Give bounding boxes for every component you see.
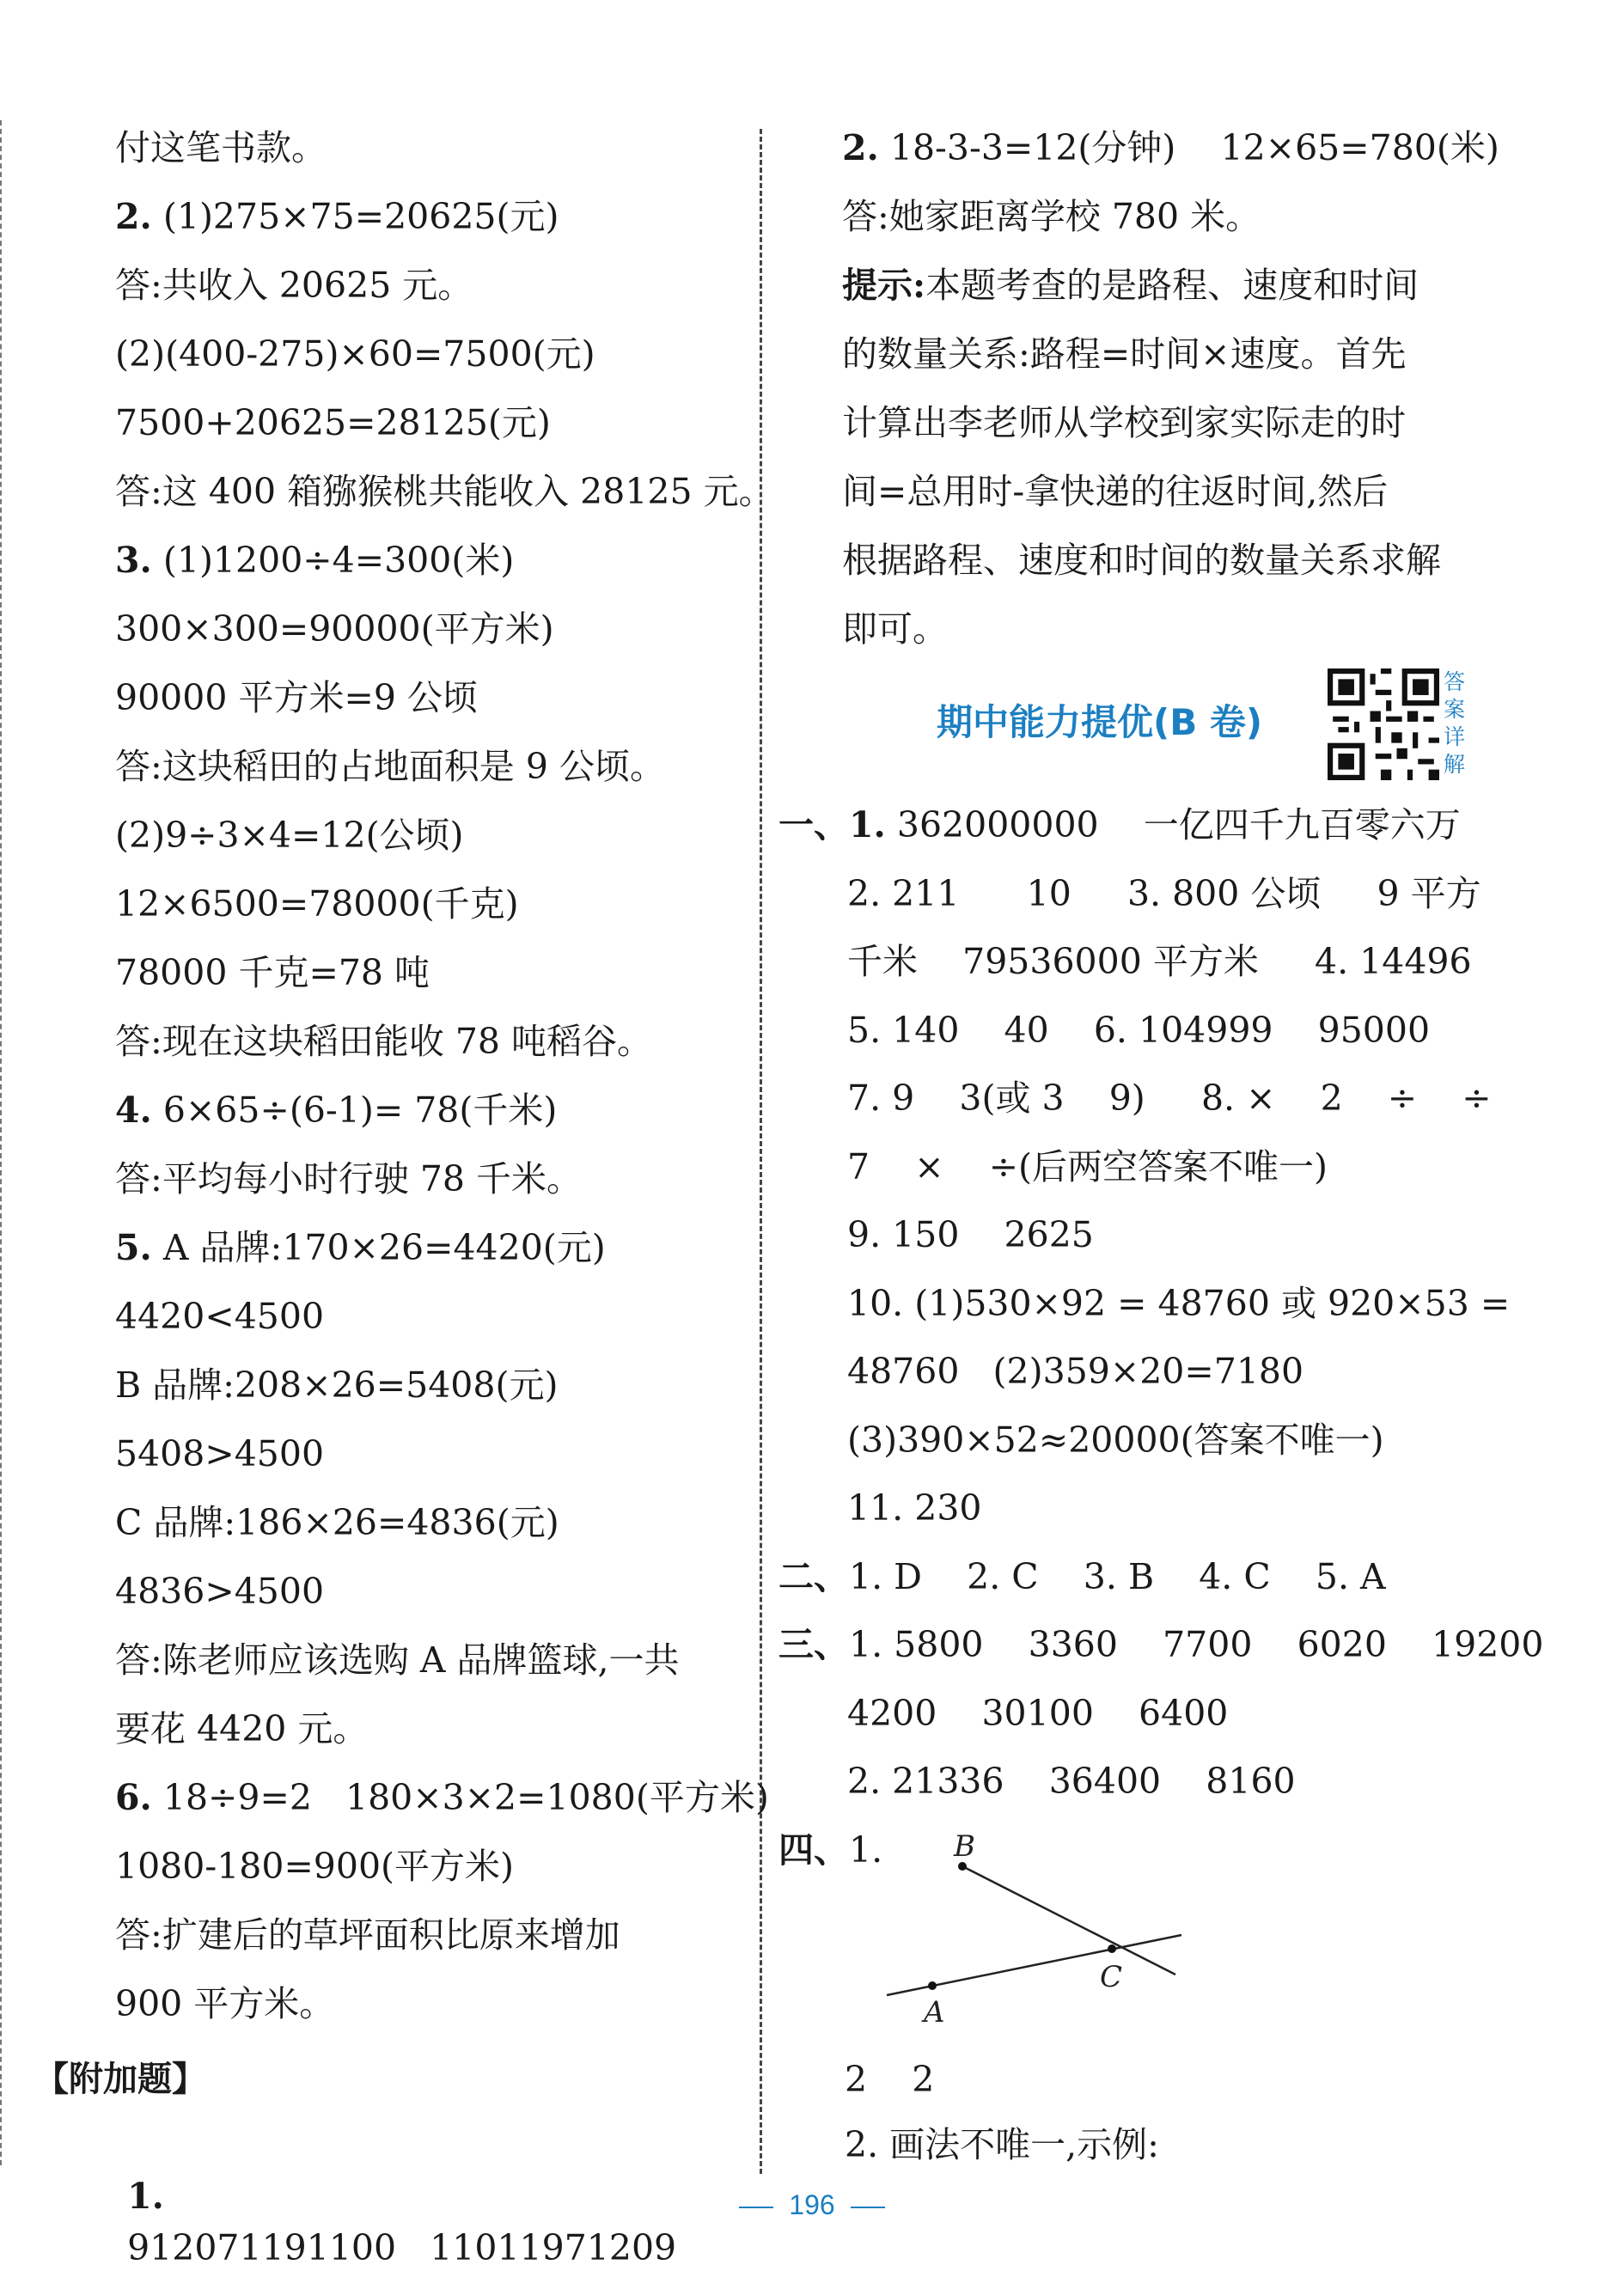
answer-text: 78000 千克=78 吨 xyxy=(115,952,430,993)
answer-text: 4420<4500 xyxy=(115,1296,325,1337)
left-answer-line xyxy=(115,1222,606,1273)
left-answer-line xyxy=(115,1428,324,1480)
left-answer-line xyxy=(115,1566,324,1617)
right-answer-line xyxy=(842,603,948,655)
left-answer-line xyxy=(115,1016,652,1067)
question-number: 6. xyxy=(115,1777,152,1818)
answer-text: 答:她家距离学校 780 米。 xyxy=(842,196,1261,237)
left-answer-line xyxy=(115,1291,324,1342)
part-prefix: 一、 xyxy=(778,804,849,845)
section-answer-line xyxy=(847,1346,1303,1397)
right-answer-line xyxy=(842,466,1388,517)
answer-text: 48760 (2)359×20=7180 xyxy=(847,1351,1304,1392)
answer-text: (2)9÷3×4=12(公顷) xyxy=(115,815,464,856)
section-answer-line xyxy=(847,1688,1228,1739)
left-answer-line xyxy=(115,397,551,449)
section-answer-line xyxy=(778,799,1461,851)
answer-text: 6×65÷(6-1)= 78(千米) xyxy=(162,1090,558,1131)
answer-text: 答:这 400 箱猕猴桃共能收入 28125 元。 xyxy=(115,471,774,512)
answer-text: 即可。 xyxy=(842,608,948,650)
fujia-answer-1: 1. 912071191100 11011971209 xyxy=(127,2176,677,2268)
left-answer-line xyxy=(115,1084,557,1136)
left-answer-line xyxy=(115,122,327,174)
page-footer xyxy=(0,2189,1624,2221)
answer-text: 11. 230 xyxy=(847,1487,982,1529)
left-answer-line xyxy=(115,1909,620,1961)
answer-text: 答:陈老师应该选购 A 品牌篮球,一共 xyxy=(115,1639,680,1681)
answer-text: 9. 150 2625 xyxy=(847,1214,1094,1255)
section-answer-line xyxy=(847,1414,1384,1466)
left-answer-line xyxy=(115,878,519,930)
answer-text: 7 × ÷(后两空答案不唯一) xyxy=(847,1145,1328,1187)
answer-text: 1. 5800 3360 7700 6020 19200 xyxy=(849,1624,1544,1665)
left-answer-line xyxy=(115,1634,680,1686)
answer-text: 362000000 一亿四千九百零六万 xyxy=(896,804,1461,845)
section-answer-line xyxy=(847,936,1472,987)
geometry-diagram xyxy=(859,1822,1203,2028)
section-answer-line xyxy=(847,1209,1094,1261)
label-a: A xyxy=(924,1995,945,2028)
answer-text: B 品牌:208×26=5408(元) xyxy=(115,1364,559,1406)
fujia-title: 【附加题】 xyxy=(34,2060,206,2099)
left-answer-line xyxy=(115,466,774,517)
answer-text: 4200 30100 6400 xyxy=(847,1692,1229,1734)
left-answer-line xyxy=(115,1497,559,1548)
column-divider xyxy=(760,129,762,2174)
answer-text: 4836>4500 xyxy=(115,1571,325,1612)
left-answer-line xyxy=(115,947,430,998)
answer-text: 答:扩建后的草坪面积比原来增加 xyxy=(115,1914,620,1956)
left-answer-line xyxy=(115,1359,558,1411)
label-b: B xyxy=(954,1829,975,1864)
part-prefix: 二、 xyxy=(778,1555,849,1597)
answer-text: 10. (1)530×92 = 48760 或 920×53 = xyxy=(847,1282,1511,1324)
answer-text: 本题考查的是路程、速度和时间 xyxy=(925,265,1419,306)
answer-text: 付这笔书款。 xyxy=(115,127,327,168)
answer-text: 300×300=90000(平方米) xyxy=(115,608,554,650)
answer-text: 7500+20625=28125(元) xyxy=(115,402,551,443)
answer-text: 90000 平方米=9 公顷 xyxy=(115,677,478,718)
diagram-answer: 2 2 xyxy=(845,2059,935,2100)
answer-text: (1)275×75=20625(元) xyxy=(162,196,559,237)
answer-text: A 品牌:170×26=4420(元) xyxy=(162,1227,606,1268)
left-answer-line xyxy=(115,191,559,242)
section-answer-line xyxy=(847,868,1481,919)
part-prefix: 四、 xyxy=(778,1828,849,1871)
left-answer-line xyxy=(115,1703,368,1755)
answer-text: C 品牌:186×26=4836(元) xyxy=(115,1502,559,1543)
left-answer-line xyxy=(115,1772,769,1823)
question-number: 1. xyxy=(849,804,886,845)
left-answer-line xyxy=(115,741,665,792)
section-answer-line xyxy=(847,1004,1430,1056)
answer-text: 2. 21336 36400 8160 xyxy=(847,1761,1296,1802)
last-answer-line: 2. 画法不唯一,示例: xyxy=(845,2124,1159,2165)
question-number: 2. xyxy=(115,196,152,237)
section-answer-line xyxy=(847,1755,1296,1807)
left-answer-line xyxy=(115,259,473,311)
page-number: 196 xyxy=(789,2189,835,2220)
left-answer-line xyxy=(115,534,514,586)
answer-text: 的数量关系:路程=时间×速度。首先 xyxy=(842,333,1407,375)
footer-dash-left xyxy=(739,2207,773,2208)
answer-text: (2)(400-275)×60=7500(元) xyxy=(115,333,595,375)
right-answer-line xyxy=(842,259,1419,311)
section-title: 期中能力提优(B 卷) xyxy=(937,701,1263,743)
answer-text: 900 平方米。 xyxy=(115,1983,335,2024)
answer-text: 5. 140 40 6. 104999 95000 xyxy=(847,1009,1431,1051)
point-c xyxy=(1108,1944,1116,1953)
answer-text: 千米 79536000 平方米 4. 14496 xyxy=(847,941,1472,982)
answer-text: 18÷9=2 180×3×2=1080(平方米) xyxy=(162,1777,769,1818)
answer-text: 答:现在这块稻田能收 78 吨稻谷。 xyxy=(115,1021,653,1062)
left-answer-line xyxy=(115,328,595,380)
answer-text: (1)1200÷4=300(米) xyxy=(162,540,515,581)
page-edge-line xyxy=(0,120,2,2165)
answer-text: 间=总用时-拿快递的往返时间,然后 xyxy=(842,471,1389,512)
left-answer-line xyxy=(115,1841,514,1892)
left-answer-line xyxy=(115,672,478,723)
answer-text: 18-3-3=12(分钟) 12×65=780(米) xyxy=(889,127,1499,168)
left-answer-line xyxy=(115,603,554,655)
footer-dash-right xyxy=(851,2207,885,2208)
right-answer-line xyxy=(842,534,1441,586)
qr-code-icon xyxy=(1328,668,1439,780)
part-prefix: 三、 xyxy=(778,1624,849,1665)
section-answer-line xyxy=(847,1482,982,1534)
right-answer-line xyxy=(842,328,1407,380)
point-a xyxy=(928,1981,937,1990)
answer-text: 计算出李老师从学校到家实际走的时 xyxy=(842,402,1406,443)
section-answer-line xyxy=(847,1072,1492,1124)
right-answer-line xyxy=(842,397,1406,449)
section-answer-line xyxy=(847,1278,1510,1329)
answer-text: 答:这块稻田的占地面积是 9 公顷。 xyxy=(115,746,665,787)
left-answer-line xyxy=(115,1978,334,2030)
answer-text: (3)390×52≈20000(答案不唯一) xyxy=(847,1419,1384,1461)
answer-text: 1. D 2. C 3. B 4. C 5. A xyxy=(849,1555,1386,1597)
section-answer-line xyxy=(778,1619,1543,1670)
qr-label: 答案详解 xyxy=(1444,669,1466,777)
left-answer-line xyxy=(115,809,464,861)
section-answer-line xyxy=(847,1141,1328,1193)
answer-text: 2. 211 10 3. 800 公顷 9 平方 xyxy=(847,872,1481,914)
question-number: 5. xyxy=(115,1227,152,1268)
label-c: C xyxy=(1100,1960,1123,1994)
right-answer-line xyxy=(842,122,1499,174)
answer-text: 要花 4420 元。 xyxy=(115,1708,369,1749)
right-answer-line xyxy=(842,191,1261,242)
question-number: 3. xyxy=(115,540,152,581)
answer-text: 5408>4500 xyxy=(115,1433,325,1474)
answer-text: 12×6500=78000(千克) xyxy=(115,883,519,925)
answer-text: 1. xyxy=(849,1828,883,1871)
question-number: 4. xyxy=(115,1090,152,1131)
hint-label: 提示: xyxy=(842,265,926,306)
section-answer-line xyxy=(778,1551,1386,1602)
answer-text: 答:平均每小时行驶 78 千米。 xyxy=(115,1158,583,1200)
answer-text: 1080-180=900(平方米) xyxy=(115,1846,515,1887)
answer-text: 答:共收入 20625 元。 xyxy=(115,265,473,306)
answer-text: 根据路程、速度和时间的数量关系求解 xyxy=(842,540,1441,581)
question-number: 2. xyxy=(842,127,879,168)
answer-text: 7. 9 3(或 3 9) 8. × 2 ÷ ÷ xyxy=(847,1077,1492,1119)
left-answer-line xyxy=(115,1153,582,1205)
